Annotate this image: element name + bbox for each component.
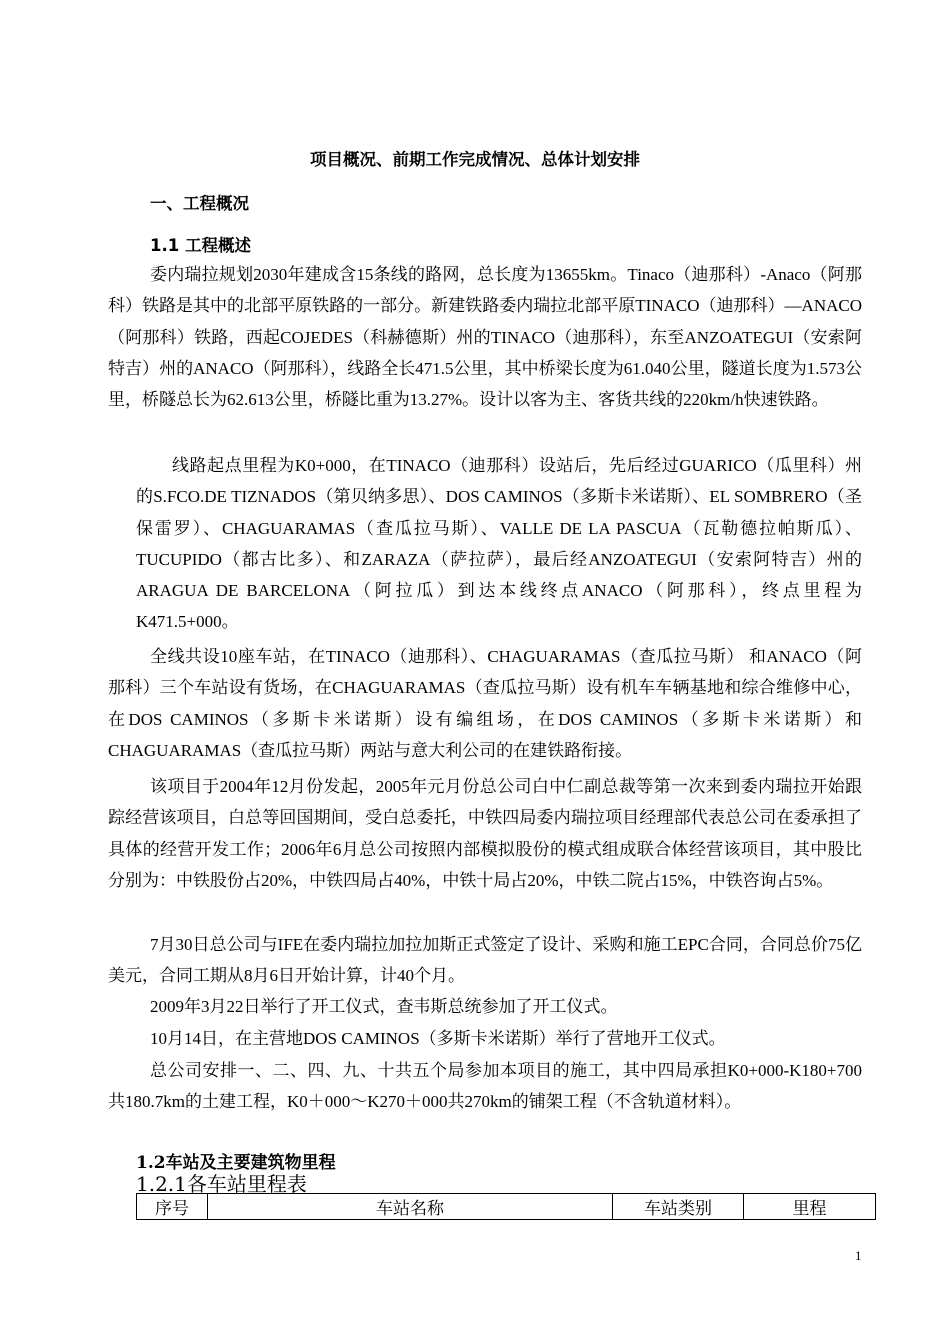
document-title: 项目概况、前期工作完成情况、总体计划安排 <box>310 150 640 169</box>
station-mileage-table <box>136 1193 876 1220</box>
paragraph-ceremony: 2009年3月22日举行了开工仪式，查韦斯总统参加了开工仪式。 <box>150 997 618 1016</box>
section-heading-1: 一、工程概况 <box>150 194 249 213</box>
paragraph-camp: 10月14日，在主营地DOS CAMINOS（多斯卡米诺斯）举行了营地开工仪式。 <box>150 1029 726 1048</box>
page-number: 1 <box>855 1248 862 1263</box>
paragraph-route: 线路起点里程为K0+000，在TINACO（迪那科）设站后，先后经过GUARICO（瓜里科）州的S.FCO.DE TIZNADOS（第贝纳多思）、DOS CAMINOS（多斯卡米诺斯）、EL SOMBRERO（圣保雷罗）、CHAGUARAMAS（查瓜拉马斯）、VALLE DE LA PASCUA（瓦勒德拉帕斯瓜）、TUCUPIDO（都古比多）、和ZARAZA（萨拉萨），最后经ANZOATEGUI（安索阿特吉）州的ARAGUA DE BARCELONA（阿拉瓜）到达本线终点ANACO（阿那科），终点里程为K471.5+000。 <box>136 456 862 632</box>
paragraph-history: 该项目于2004年12月份发起，2005年元月份总公司白中仁副总裁等第一次来到委内瑞拉开始跟踪经营该项目，白总等回国期间，受白总委托，中铁四局委内瑞拉项目经理部代表总公司在委承担了具体的经营开发工作；2006年6月总公司按照内部模拟股份的模式组成联合体经营该项目，其中股比分别为：中铁股份占20%，中铁四局占40%，中铁十局占20%，中铁二院占15%，中铁咨询占5%。 <box>108 777 862 890</box>
table-header-row <box>137 1194 876 1220</box>
table-header-cell: 序号 <box>137 1194 208 1220</box>
section-heading-1-1: 1.1 工程概述 <box>150 236 251 255</box>
paragraph-overview: 委内瑞拉规划2030年建成含15条线的路网，总长度为13655km。Tinaco（迪那科）-Anaco（阿那科）铁路是其中的北部平原铁路的一部分。新建铁路委内瑞拉北部平原TINACO（迪那科）—ANACO（阿那科）铁路，西起COJEDES（科赫德斯）州的TINACO（迪那科），东至ANZOATEGUI（安索阿特吉）州的ANACO（阿那科），线路全长471.5公里，其中桥梁长度为61.040公里，隧道长度为1.573公里，桥隧总长为62.613公里，桥隧比重为13.27%。设计以客为主、客货共线的220km/h快速铁路。 <box>108 265 862 410</box>
paragraph-assignment: 总公司安排一、二、四、九、十共五个局参加本项目的施工，其中四局承担K0+000-K180+700共180.7km的土建工程，K0＋000～K270＋000共270km的铺架工程（不含轨道材料）。 <box>108 1061 862 1112</box>
section-heading-1-2-1: 1.2.1各车站里程表 <box>136 1172 307 1196</box>
paragraph-contract: 7月30日总公司与IFE在委内瑞拉加拉加斯正式签定了设计、采购和施工EPC合同，合同总价75亿美元，合同工期从8月6日开始计算，计40个月。 <box>108 935 862 986</box>
paragraph-stations: 全线共设10座车站，在TINACO（迪那科）、CHAGUARAMAS（查瓜拉马斯） 和ANACO（阿那科）三个车站设有货场，在CHAGUARAMAS（查瓜拉马斯）设有机车车辆基地和综合维修中心，在DOS CAMINOS（多斯卡米诺斯）设有编组场，在DOS CAMINOS（多斯卡米诺斯）和CHAGUARAMAS（查瓜拉马斯）两站与意大利公司的在建铁路衔接。 <box>108 647 862 760</box>
table-header-cell: 车站类别 <box>613 1194 744 1220</box>
table-header-cell: 车站名称 <box>208 1194 613 1220</box>
section-heading-1-2: 1.2车站及主要建筑物里程 <box>136 1153 336 1173</box>
table-header-cell: 里程 <box>744 1194 876 1220</box>
